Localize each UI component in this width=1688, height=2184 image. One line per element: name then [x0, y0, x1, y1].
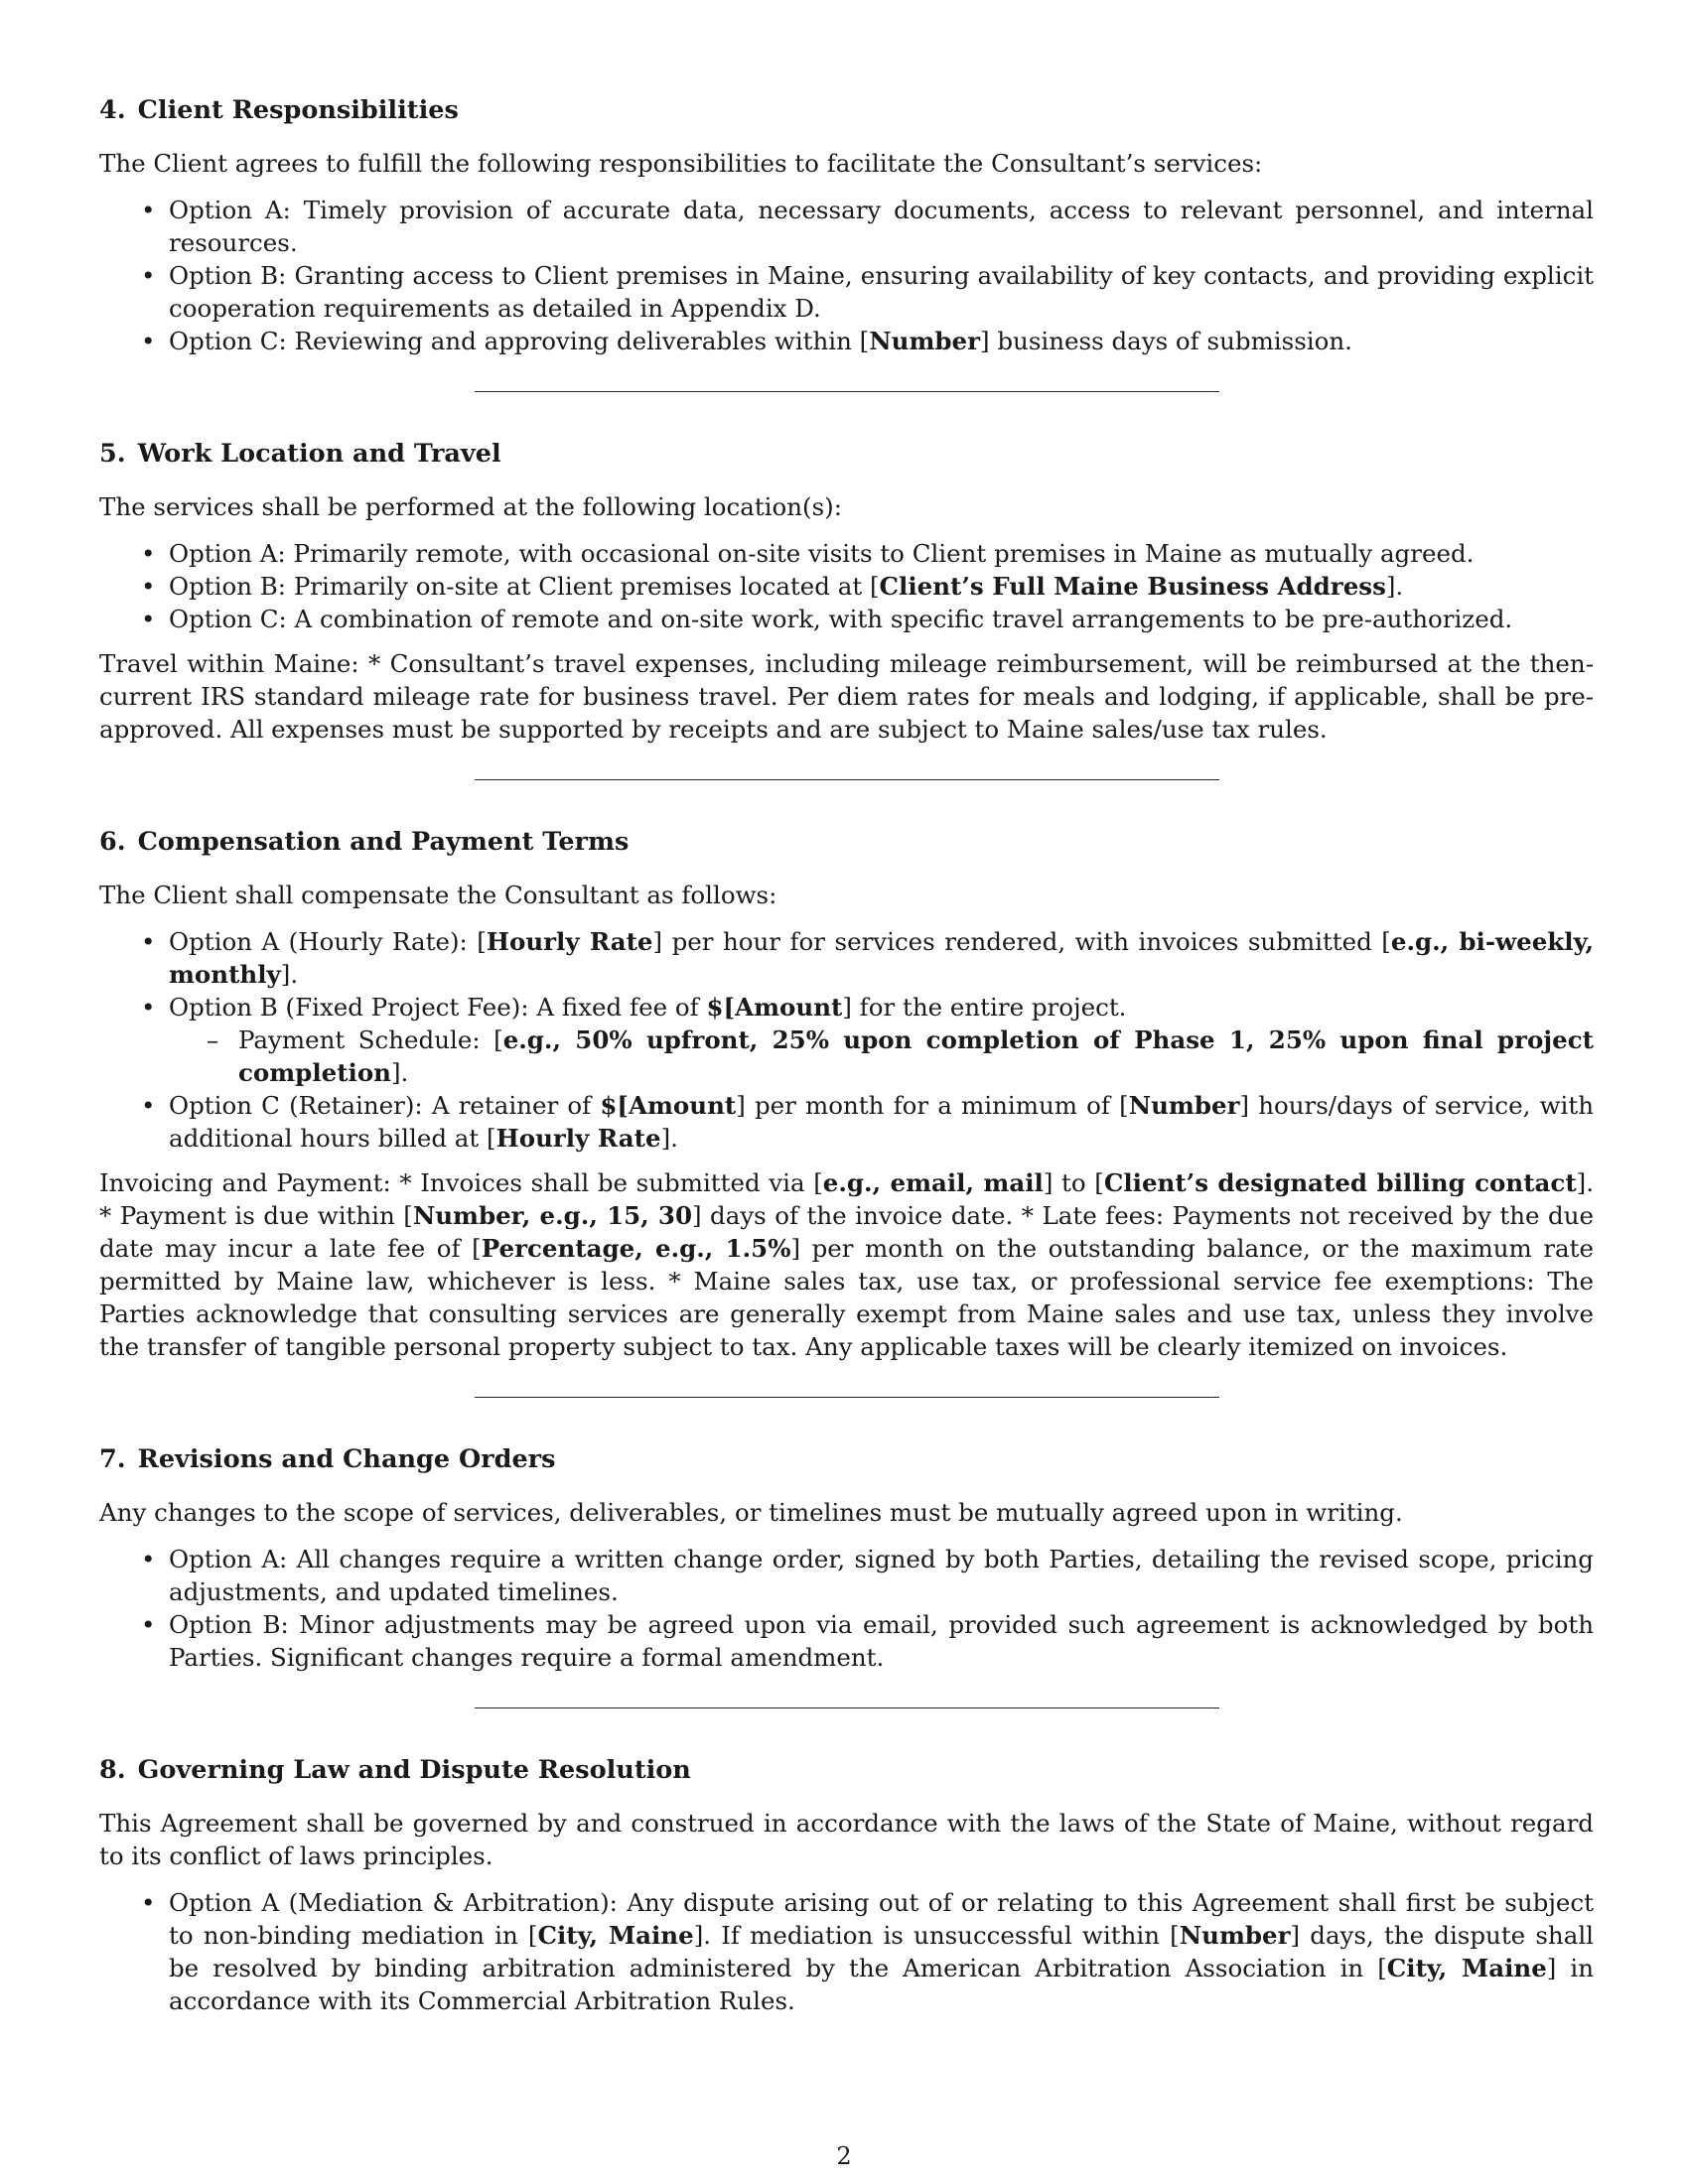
- list-item: • Option A (Mediation & Arbitration): Any dispute arising out of or relating to this Agreement shall first be subject to non-binding mediation in [City, Maine]. If mediation is unsuccessful within [Number] days, the dispute shall be resolved by binding arbitration administered by the American Arbitration Association in [City, Maine] in accordance with its Commercial Arbitration Rules.: [99, 1886, 1594, 2017]
- list-item: • Option B: Minor adjustments may be agreed upon via email, provided such agreement is acknowledged by both Parties. Significant changes require a formal amendment.: [99, 1608, 1594, 1674]
- section-heading: [99, 1754, 1594, 1787]
- section-number: 6.: [99, 827, 126, 857]
- section-intro: The Client agrees to fulfill the following responsibilities to facilitate the Consultant’s services:: [99, 149, 1263, 178]
- section-work-location: [99, 438, 1594, 746]
- option-list: [99, 925, 1594, 1155]
- section-number: 8.: [99, 1755, 126, 1785]
- section-intro: The Client shall compensate the Consultant as follows:: [99, 881, 777, 909]
- option-list: [99, 537, 1594, 635]
- section-intro: Any changes to the scope of services, deliverables, or timelines must be mutually agreed upon in writing.: [99, 1498, 1403, 1527]
- list-item: • Option C: Reviewing and approving deliverables within [Number] business days of submission.: [99, 325, 1594, 357]
- placeholder-field: Number: [869, 327, 981, 355]
- sub-list-item: – Payment Schedule: [e.g., 50% upfront, 25% upon completion of Phase 1, 25% upon final project completion].: [169, 1024, 1594, 1089]
- placeholder-field: City, Maine: [537, 1921, 694, 1950]
- section-heading: [99, 1443, 1594, 1476]
- option-list: [99, 1543, 1594, 1674]
- section-intro: This Agreement shall be governed by and construed in accordance with the laws of the State of Maine, without regard to its conflict of laws principles.: [99, 1809, 1594, 1870]
- placeholder-field: Hourly Rate: [486, 927, 653, 956]
- section-compensation: [99, 826, 1594, 1363]
- list-item: • Option B (Fixed Project Fee): A fixed fee of $[Amount] for the entire project. – Payment Schedule: [e.g., 50% upfront, 25% upon completion of Phase 1, 25% upon final project completion].: [99, 991, 1594, 1089]
- list-item: • Option A: All changes require a written change order, signed by both Parties, detailing the revised scope, pricing adjustments, and updated timelines.: [99, 1543, 1594, 1608]
- placeholder-field: Hourly Rate: [495, 1124, 661, 1153]
- placeholder-field: e.g., 50% upfront, 25% upon completion of Phase 1, 25% upon final project completion: [238, 1025, 1594, 1087]
- placeholder-field: Number: [1128, 1091, 1240, 1120]
- section-title: Governing Law and Dispute Resolution: [137, 1755, 691, 1785]
- placeholder-field: Number, e.g., 15, 30: [412, 1201, 693, 1230]
- section-heading: [99, 94, 1594, 127]
- section-divider: [475, 391, 1219, 392]
- list-item: • Option A: Timely provision of accurate data, necessary documents, access to relevant personnel, and internal resources.: [99, 194, 1594, 259]
- section-title: Work Location and Travel: [137, 439, 501, 469]
- list-item: • Option A: Primarily remote, with occasional on-site visits to Client premises in Maine as mutually agreed.: [99, 537, 1594, 570]
- section-number: 7.: [99, 1444, 126, 1474]
- option-list: [99, 194, 1594, 357]
- section-heading: [99, 826, 1594, 859]
- placeholder-field: e.g., bi-weekly, monthly: [169, 927, 1594, 989]
- placeholder-field: $[Amount: [600, 1091, 737, 1120]
- section-number: 4.: [99, 95, 126, 125]
- section-revisions: [99, 1443, 1594, 1674]
- list-item: • Option B: Granting access to Client premises in Maine, ensuring availability of key contacts, and providing explicit cooperation requirements as detailed in Appendix D.: [99, 259, 1594, 325]
- list-item: • Option C (Retainer): A retainer of $[Amount] per month for a minimum of [Number] hours/days of service, with additional hours billed at [Hourly Rate].: [99, 1089, 1594, 1155]
- section-number: 5.: [99, 439, 126, 469]
- section-intro: The services shall be performed at the following location(s):: [99, 492, 842, 521]
- section-title: Revisions and Change Orders: [137, 1444, 556, 1474]
- invoicing-paragraph: Invoicing and Payment: * Invoices shall be submitted via [e.g., email, mail] to [Client’s designated billing contact]. * Payment is due within [Number, e.g., 15, 30] days of the invoice date. * Late fees: Payments not received by the due date may incur a late fee of [Percentage, e.g., 1.5%] per month on the outstanding balance, or the maximum rate permitted by Maine law, whichever is less. * Maine sales tax, use tax, or professional service fee exemptions: The Parties acknowledge that consulting services are generally exempt from Maine sales and use tax, unless they involve the transfer of tangible personal property subject to tax. Any applicable taxes will be clearly itemized on invoices.: [99, 1168, 1594, 1361]
- section-divider: [475, 1707, 1219, 1708]
- list-item: • Option B: Primarily on-site at Client premises located at [Client’s Full Maine Business Address].: [99, 570, 1594, 603]
- sub-list: [169, 1024, 1594, 1089]
- page-number: 2: [836, 2142, 852, 2170]
- section-governing-law: [99, 1754, 1594, 2017]
- option-list: [99, 1886, 1594, 2017]
- placeholder-field: City, Maine: [1386, 1954, 1547, 1982]
- placeholder-field: $[Amount: [706, 993, 843, 1022]
- section-divider: [475, 779, 1219, 780]
- list-item: • Option C: A combination of remote and on-site work, with specific travel arrangements to be pre-authorized.: [99, 603, 1594, 635]
- section-title: Client Responsibilities: [137, 95, 459, 125]
- section-divider: [475, 1397, 1219, 1398]
- list-item: • Option A (Hourly Rate): [Hourly Rate] per hour for services rendered, with invoices submitted [e.g., bi-weekly, monthly].: [99, 925, 1594, 991]
- document-page: [99, 94, 1594, 2029]
- placeholder-field: Client’s Full Maine Business Address: [879, 572, 1386, 601]
- placeholder-field: e.g., email, mail: [822, 1168, 1044, 1197]
- section-title: Compensation and Payment Terms: [137, 827, 630, 857]
- placeholder-field: Percentage, e.g., 1.5%: [481, 1234, 791, 1263]
- travel-paragraph: Travel within Maine: * Consultant’s travel expenses, including mileage reimbursement, will be reimbursed at the then-current IRS standard mileage rate for business travel. Per diem rates for meals and lodging, if applicable, shall be pre-approved. All expenses must be supported by receipts and are subject to Maine sales/use tax rules.: [99, 649, 1594, 744]
- placeholder-field: Client’s designated billing contact: [1103, 1168, 1577, 1197]
- section-client-responsibilities: [99, 94, 1594, 357]
- placeholder-field: Number: [1179, 1921, 1291, 1950]
- section-heading: [99, 438, 1594, 471]
